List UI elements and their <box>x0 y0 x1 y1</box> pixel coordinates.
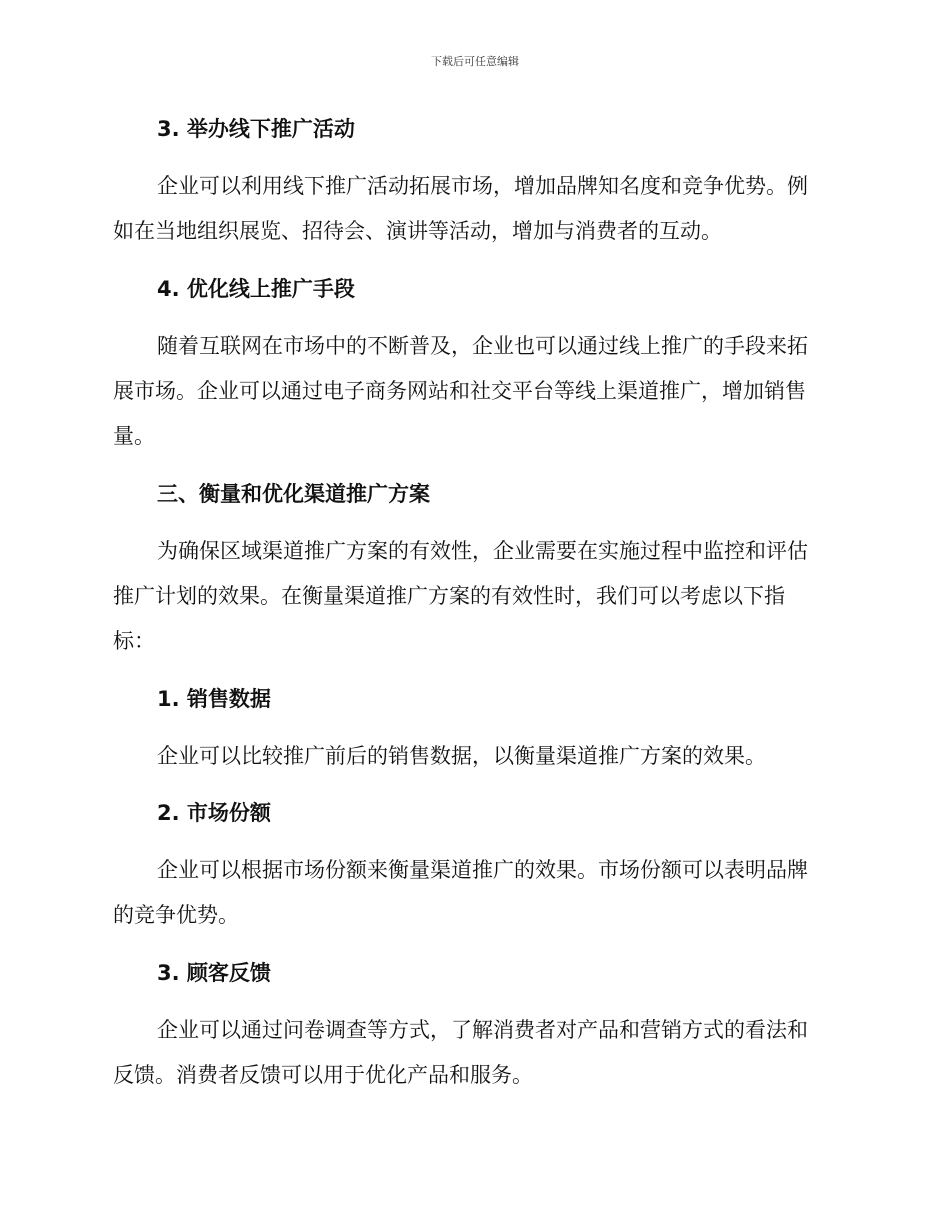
paragraph-line: 为确保区域渠道推广方案的有效性，企业需要在实施过程中监控和评估 <box>157 539 808 563</box>
paragraph-line: 推广计划的效果。在衡量渠道推广方案的有效性时，我们可以考虑以下指 <box>113 584 785 608</box>
heading-section-three: 三、衡量和优化渠道推广方案 <box>157 482 430 506</box>
page-header: 下载后可任意编辑 <box>431 55 519 68</box>
paragraph-line: 随着互联网在市场中的不断普及，企业也可以通过线上推广的手段来拓 <box>157 334 808 358</box>
paragraph-line: 的竞争优势。 <box>113 903 239 927</box>
paragraph-line: 企业可以根据市场份额来衡量渠道推广的效果。市场份额可以表明品牌 <box>157 858 808 882</box>
paragraph-line: 企业可以利用线下推广活动拓展市场，增加品牌知名度和竞争优势。例 <box>157 174 808 198</box>
heading-customer-feedback: 3. 顾客反馈 <box>157 961 271 985</box>
heading-market-share: 2. 市场份额 <box>157 801 271 825</box>
heading-online-means: 4. 优化线上推广手段 <box>157 277 355 301</box>
paragraph-line: 企业可以通过问卷调查等方式，了解消费者对产品和营销方式的看法和 <box>157 1018 808 1042</box>
heading-sales-data: 1. 销售数据 <box>157 687 271 711</box>
paragraph-line: 反馈。消费者反馈可以用于优化产品和服务。 <box>113 1063 533 1087</box>
paragraph-line: 如在当地组织展览、招待会、演讲等活动，增加与消费者的互动。 <box>113 219 722 243</box>
heading-offline-activities: 3. 举办线下推广活动 <box>157 117 355 141</box>
paragraph-line: 量。 <box>113 424 155 448</box>
paragraph-line: 标： <box>113 629 155 653</box>
paragraph-line: 展市场。企业可以通过电子商务网站和社交平台等线上渠道推广，增加销售 <box>113 379 806 403</box>
paragraph-line: 企业可以比较推广前后的销售数据，以衡量渠道推广方案的效果。 <box>157 744 766 768</box>
